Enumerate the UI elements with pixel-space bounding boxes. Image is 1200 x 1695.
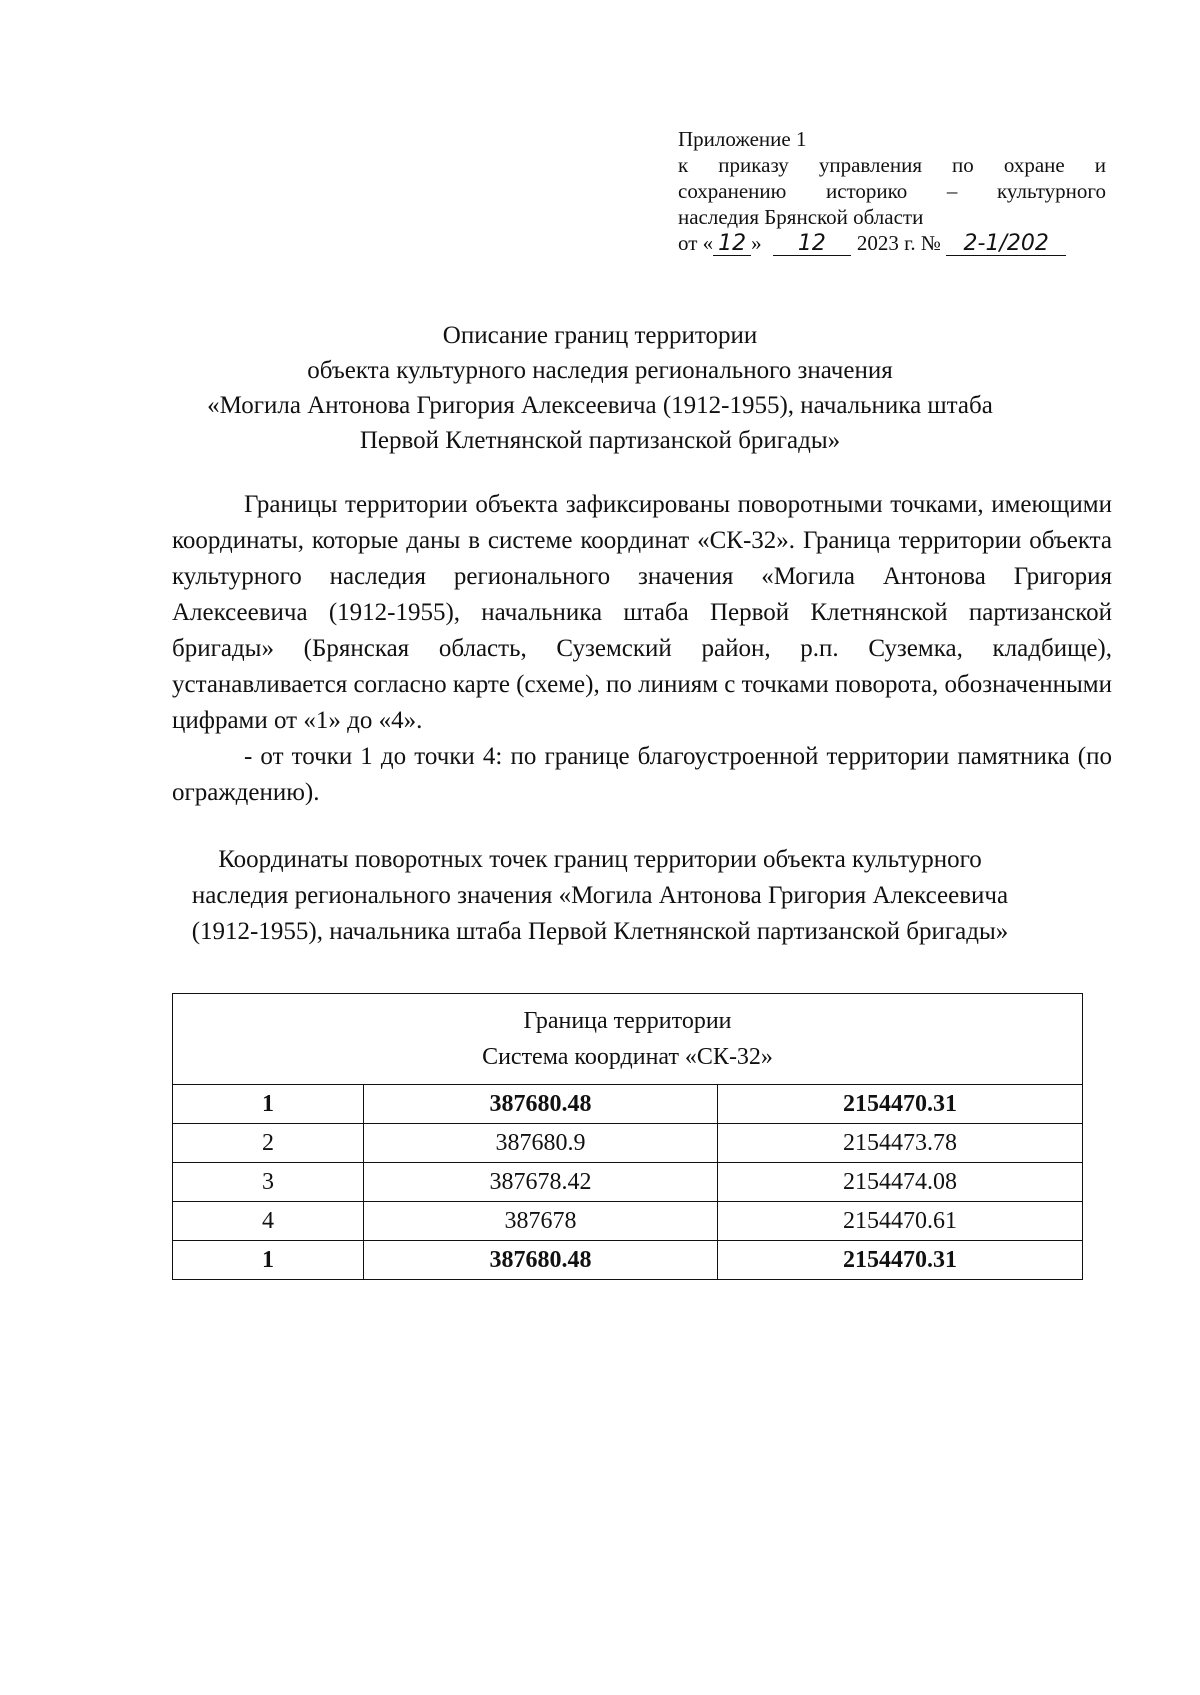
appendix-block <box>678 126 1106 256</box>
table-row <box>173 1202 1083 1241</box>
x-coordinate-cell: 387680.9 <box>364 1124 718 1163</box>
point-number-cell: 4 <box>173 1202 364 1241</box>
handwritten-day: 12 <box>713 233 751 256</box>
title-line: Описание границ территории <box>442 322 758 349</box>
appendix-title: Приложение 1 <box>678 127 807 151</box>
y-coordinate-cell: 2154470.31 <box>718 1085 1083 1124</box>
point-number-cell: 1 <box>173 1241 364 1280</box>
y-coordinate-cell: 2154470.31 <box>718 1241 1083 1280</box>
coordinates-table <box>172 993 1083 1280</box>
boundary-note: - от точки 1 до точки 4: по границе благоустроенной территории памятника (по ограждению). <box>172 743 1112 806</box>
title-line: объекта культурного наследия регионального значения <box>307 357 893 384</box>
coordinates-heading <box>150 842 1050 950</box>
appendix-line: сохранению историко – культурного <box>678 179 1106 203</box>
x-coordinate-cell: 387680.48 <box>364 1085 718 1124</box>
title-line: «Могила Антонова Григория Алексеевича (1912-1955), начальника штаба <box>207 392 993 419</box>
appendix-line: наследия Брянской области <box>678 205 924 229</box>
year-text: 2023 г. № <box>856 231 941 255</box>
order-date-line <box>678 230 1106 256</box>
coordinates-heading-line: Координаты поворотных точек границ территории объекта культурного <box>218 846 982 873</box>
table-row <box>173 1163 1083 1202</box>
coordinates-heading-line: наследия регионального значения «Могила Антонова Григория Алексеевича <box>191 882 1009 909</box>
handwritten-month: 12 <box>773 233 851 256</box>
date-prefix: от « <box>678 231 714 255</box>
document-title <box>150 318 1050 458</box>
x-coordinate-cell: 387678.42 <box>364 1163 718 1202</box>
y-coordinate-cell: 2154474.08 <box>718 1163 1083 1202</box>
table-header <box>173 994 1083 1085</box>
table-header-line: Граница территории <box>523 1008 732 1034</box>
x-coordinate-cell: 387680.48 <box>364 1241 718 1280</box>
point-number-cell: 3 <box>173 1163 364 1202</box>
table-row <box>173 1241 1083 1280</box>
table-row <box>173 1085 1083 1124</box>
title-line: Первой Клетнянской партизанской бригады» <box>359 427 841 454</box>
coordinates-heading-line: (1912-1955), начальника штаба Первой Клетнянской партизанской бригады» <box>191 918 1009 945</box>
x-coordinate-cell: 387678 <box>364 1202 718 1241</box>
table-header-line: Система координат «СК-32» <box>482 1044 773 1070</box>
handwritten-order-number: 2-1/202 <box>946 233 1066 256</box>
appendix-line: к приказу управления по охране и <box>678 153 1106 177</box>
point-number-cell: 2 <box>173 1124 364 1163</box>
table-header-row <box>173 994 1083 1085</box>
description-body <box>172 487 1112 811</box>
y-coordinate-cell: 2154473.78 <box>718 1124 1083 1163</box>
y-coordinate-cell: 2154470.61 <box>718 1202 1083 1241</box>
table-row <box>173 1124 1083 1163</box>
description-paragraph: Границы территории объекта зафиксированы поворотными точками, имеющими координаты, которые даны в системе координат «СК-32». Граница территории объекта культурного наследия регионального значения «Могила Антонова Григория Алексеевича (1912-1955), начальника штаба Первой Клетнянской партизанской бригады» (Брянская область, Суземский район, р.п. Суземка, кладбище), устанавливается согласно карте (схеме), по линиям с точками поворота, обозначенными цифрами от «1» до «4». <box>172 491 1112 734</box>
point-number-cell: 1 <box>173 1085 364 1124</box>
date-close: » <box>751 231 762 255</box>
